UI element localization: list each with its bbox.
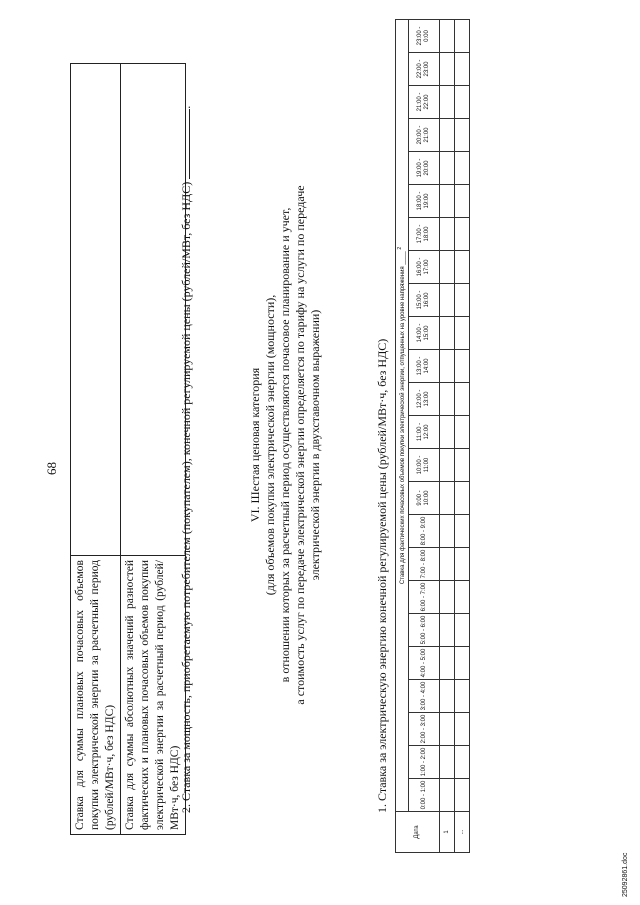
hours-table	[395, 19, 470, 853]
footnote-mark: 2	[397, 246, 403, 250]
table-cell	[440, 350, 455, 383]
hour-header-cell: 1:00 - 2:00	[409, 746, 440, 779]
table-cell	[440, 548, 455, 581]
table-cell	[440, 185, 455, 218]
table-cell	[455, 713, 470, 746]
table-cell	[440, 218, 455, 251]
table-cell	[440, 383, 455, 416]
table-cell	[440, 614, 455, 647]
table-cell	[455, 218, 470, 251]
rate-span-text: Ставка для фактических почасовых объемов покупки электрической энергии, отпущенных на уровне напряжения ____	[400, 251, 406, 585]
date-header: Дата	[396, 812, 440, 853]
hour-header-cell: 2:00 - 3:00	[409, 713, 440, 746]
table-cell	[455, 449, 470, 482]
category-line: в отношении которых за расчетный период осуществляются почасовое планирование и учет,	[278, 207, 292, 683]
table-cell	[440, 746, 455, 779]
row-label: ...	[455, 812, 470, 853]
table-cell	[455, 515, 470, 548]
table-cell	[440, 449, 455, 482]
table-cell	[455, 350, 470, 383]
table-cell	[440, 647, 455, 680]
table-cell	[440, 317, 455, 350]
table-cell	[455, 284, 470, 317]
table-cell	[440, 53, 455, 86]
table-cell	[440, 482, 455, 515]
table-cell	[455, 581, 470, 614]
rate-row-difference	[121, 64, 186, 835]
hour-header-cell: 17:00 - 18:00	[409, 218, 440, 251]
table-cell	[455, 86, 470, 119]
table-cell	[440, 680, 455, 713]
table-cell	[440, 20, 455, 53]
category-block	[248, 125, 323, 765]
hour-header-cell: 22:00 - 23:00	[409, 53, 440, 86]
hour-header-cell: 3:00 - 4:00	[409, 680, 440, 713]
table-cell	[440, 152, 455, 185]
row-label: 1	[440, 812, 455, 853]
table-cell	[440, 284, 455, 317]
hour-header-cell: 21:00 - 22:00	[409, 86, 440, 119]
rate-row-label: Ставка для суммы плановых почасовых объемов покупки электрической энергии за расчетный период (рублей/МВт·ч, без НДС)	[71, 556, 121, 835]
hour-header-cell: 0:00 - 1:00	[409, 779, 440, 812]
power-rate-text: 2. Ставка за мощность, приобретаемую потребителем (покупателем), конечной регулируемой цены (рублей/МВт, без НДС)	[179, 181, 193, 813]
hour-header-cell: 4:00 - 5:00	[409, 647, 440, 680]
hour-header-cell: 18:00 - 19:00	[409, 185, 440, 218]
category-line: электрической энергии в двухставочном выражении)	[308, 309, 322, 581]
hour-header-cell: 23:00 - 0:00	[409, 20, 440, 53]
table-cell	[440, 251, 455, 284]
table-cell	[455, 779, 470, 812]
table-cell	[455, 548, 470, 581]
table-cell	[455, 20, 470, 53]
hours-header-row	[409, 20, 440, 853]
rate-row-label: Ставка для суммы абсолютных значений разностей фактических и плановых почасовых объемов покупки электрической энергии за расчетный период (рублей/МВт·ч, без НДС)	[121, 556, 186, 835]
table-cell	[440, 515, 455, 548]
hour-header-cell: 11:00 - 12:00	[409, 416, 440, 449]
hours-header-top	[396, 20, 409, 853]
hour-header-cell: 15:00 - 16:00	[409, 284, 440, 317]
rate-span-header	[396, 20, 409, 812]
table-row	[455, 20, 470, 853]
table-cell	[455, 614, 470, 647]
category-title: VI. Шестая ценовая категория	[248, 367, 262, 523]
table-cell	[455, 119, 470, 152]
table-cell	[455, 53, 470, 86]
power-rate-blank	[179, 109, 190, 179]
table-cell	[455, 416, 470, 449]
table-cell	[455, 383, 470, 416]
hour-header-cell: 16:00 - 17:00	[409, 251, 440, 284]
table-cell	[440, 779, 455, 812]
table-cell	[440, 119, 455, 152]
power-rate-paragraph: 2. Ставка за мощность, приобретаемую потребителем (покупателем), конечной регулируемой цены (рублей/МВт, без НДС) .	[179, 105, 193, 813]
hour-header-cell: 19:00 - 20:00	[409, 152, 440, 185]
table-cell	[455, 680, 470, 713]
energy-rate-paragraph: 1. Ставка за электрическую энергию конечной регулируемой цены (рублей/МВт·ч, без НДС)	[375, 338, 389, 813]
rate-row-value	[71, 64, 121, 556]
table-cell	[440, 581, 455, 614]
hour-header-cell: 10:00 - 11:00	[409, 449, 440, 482]
table-cell	[440, 86, 455, 119]
hour-header-cell: 5:00 - 6:00	[409, 614, 440, 647]
page-number: 68	[44, 462, 59, 475]
table-cell	[440, 416, 455, 449]
hour-header-cell: 6:00 - 7:00	[409, 581, 440, 614]
category-line: (для объемов покупки электрической энергии (мощности),	[263, 294, 277, 596]
hour-header-cell: 14:00 - 15:00	[409, 317, 440, 350]
hour-header-cell: 9:00 - 10:00	[409, 482, 440, 515]
rate-row-value	[121, 64, 186, 556]
hour-header-cell: 20:00 - 21:00	[409, 119, 440, 152]
hour-header-cell: 7:00 - 8:00	[409, 548, 440, 581]
hour-header-cell: 13:00 - 14:00	[409, 350, 440, 383]
rate-table	[70, 63, 186, 835]
table-cell	[455, 482, 470, 515]
rate-row-planned	[71, 64, 121, 835]
table-row	[440, 20, 455, 853]
table-cell	[455, 185, 470, 218]
table-cell	[455, 317, 470, 350]
category-line: а стоимость услуг по передаче электрической энергии определяется по тарифу на услуги по передаче	[293, 185, 307, 705]
doc-id: 25092861.doc	[622, 852, 629, 897]
table-cell	[455, 746, 470, 779]
table-cell	[455, 152, 470, 185]
table-cell	[455, 251, 470, 284]
hour-header-cell: 8:00 - 9:00	[409, 515, 440, 548]
hour-header-cell: 12:00 - 13:00	[409, 383, 440, 416]
table-cell	[455, 647, 470, 680]
table-cell	[440, 713, 455, 746]
